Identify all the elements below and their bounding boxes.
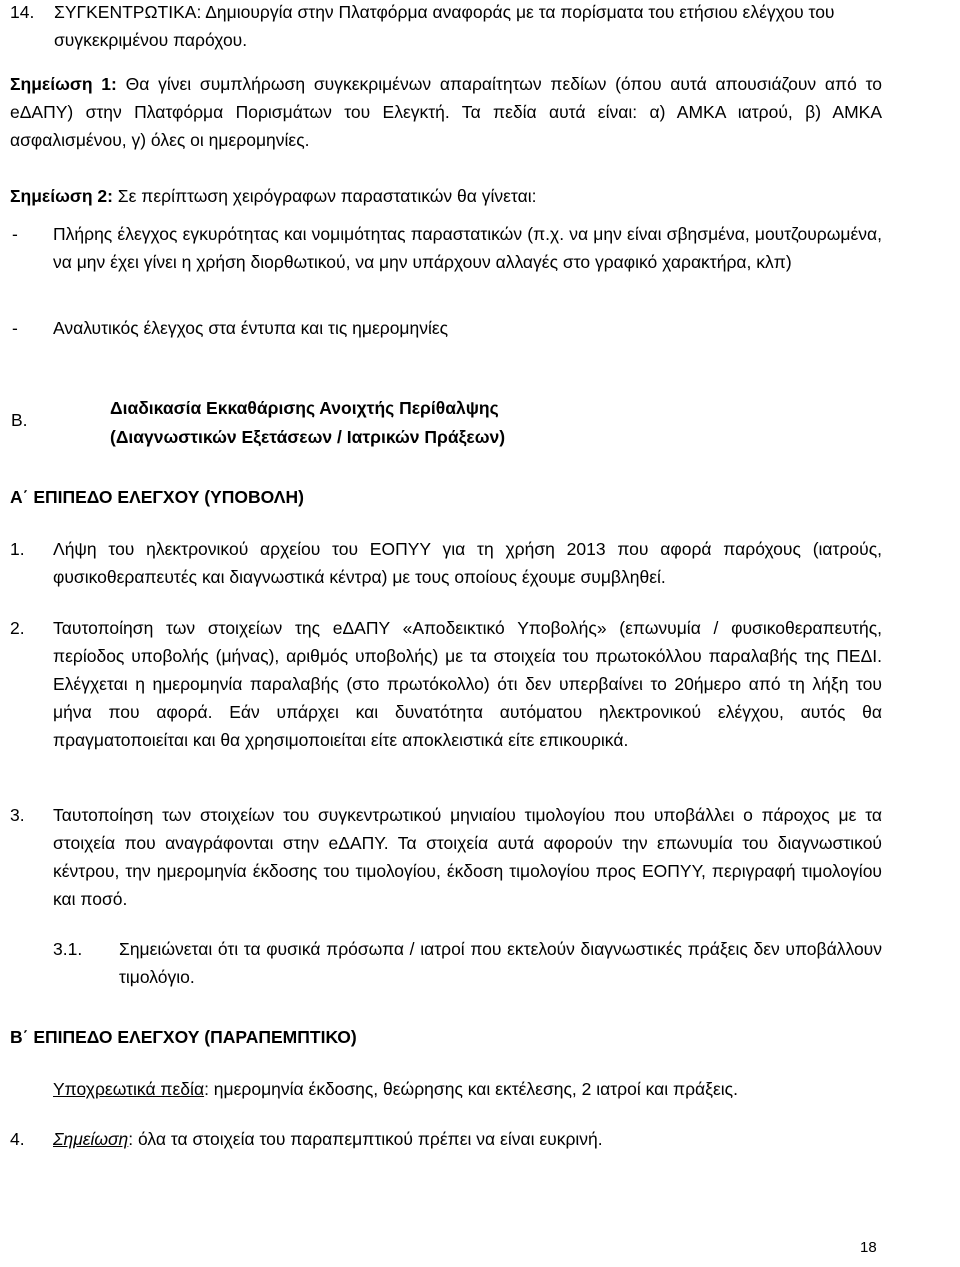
note-1 (10, 70, 882, 154)
step-4-number: 4. (10, 1129, 25, 1149)
note-1-label: Σημείωση 1: (10, 74, 117, 94)
step-text: Ταυτοποίηση των στοιχείων του συγκεντρωτικού μηνιαίου τιμολογίου που υποβάλλει ο πάροχος με τα στοιχεία που αναγράφονται στην eΔΑΠΥ. Τα στοιχεία αυτά αφορούν την επωνυμία του διαγνωστικού κέντρου, την ημερομηνία έκδοσης του τιμολογίου, έκδοση τιμολογίου προς ΕΟΠΥΥ, περιγραφή τιμολογίου και ποσό. (53, 805, 882, 909)
substep-text: Σημειώνεται ότι τα φυσικά πρόσωπα / ιατροί που εκτελούν διαγνωστικές πράξεις δεν υποβάλλουν τιμολόγιο. (119, 939, 882, 987)
step-text: Λήψη του ηλεκτρονικού αρχείου του ΕΟΠΥΥ για τη χρήση 2013 που αφορά παρόχους (ιατρούς, φυσικοθεραπευτές και διαγνωστικά κέντρα) με τους οποίους έχουμε συμβληθεί. (53, 539, 882, 587)
bullet-text: Αναλυτικός έλεγχος στα έντυπα και τις ημερομηνίες (53, 318, 449, 338)
step-number: 2. (10, 618, 25, 638)
section-b-letter: Β. (11, 410, 28, 430)
bullet-text: Πλήρης έλεγχος εγκυρότητας και νομιμότητας παραστατικών (π.χ. να μην είναι σβησμένα, μουτζουρωμένα, να μην έχει γίνει η χρήση διορθωτικού, να μην υπάρχουν αλλαγές στο γραφικό χαρακτήρα, κλπ) (53, 224, 882, 272)
level-b-heading: Β΄ ΕΠΙΠΕΔΟ ΕΛΕΓΧΟΥ (ΠΑΡΑΠΕΜΠΤΙΚΟ) (10, 1027, 357, 1047)
note-2-label: Σημείωση 2: (10, 186, 113, 206)
section-b-title (110, 394, 810, 452)
item-14-text: ΣΥΓΚΕΝΤΡΩΤΙΚΑ: Δημιουργία στην Πλατφόρμα αναφοράς με τα πορίσματα του ετήσιου ελέγχου του συγκεκριμένου παρόχου. (54, 2, 835, 50)
step-4-body: : όλα τα στοιχεία του παραπεμπτικού πρέπει να είναι ευκρινή. (128, 1129, 603, 1149)
note-1-text: Θα γίνει συμπλήρωση συγκεκριμένων απαραίτητων πεδίων (όπου αυτά απουσιάζουν από το eΔΑΠΥ) στην Πλατφόρμα Πορισμάτων του Ελεγκτή. Τα πεδία αυτά είναι: α) ΑΜΚΑ ιατρού, β) ΑΜΚΑ ασφαλισμένου, γ) όλες οι ημερομηνίες. (10, 74, 882, 150)
step-4-label: Σημείωση (53, 1129, 129, 1149)
mandatory-fields-label: Υποχρεωτικά πεδία (53, 1079, 205, 1099)
bullet-dash: - (12, 224, 18, 244)
note-2-text: Σε περίπτωση χειρόγραφων παραστατικών θα γίνεται: (112, 186, 537, 206)
item-14-number: 14. (10, 2, 35, 22)
section-b-title-line-1: Διαδικασία Εκκαθάρισης Ανοιχτής Περίθαλψης (110, 398, 499, 418)
mandatory-fields (53, 1075, 882, 1103)
step-4-text (53, 1125, 882, 1153)
bullet-dash: - (12, 318, 18, 338)
mandatory-fields-text: : ημερομηνία έκδοσης, θεώρησης και εκτέλεσης, 2 ιατροί και πράξεις. (204, 1079, 738, 1099)
step-number: 1. (10, 539, 25, 559)
section-b-title-line-2: (Διαγνωστικών Εξετάσεων / Ιατρικών Πράξεων) (110, 427, 506, 447)
note-2 (10, 182, 882, 210)
step-number: 3. (10, 805, 25, 825)
substep-number: 3.1. (53, 939, 83, 959)
step-text: Ταυτοποίηση των στοιχείων της eΔΑΠΥ «Αποδεικτικό Υποβολής» (επωνυμία / φυσικοθεραπευτής, περίοδος υποβολής (μήνας), αριθμός υποβολής) με τα στοιχεία του πρωτοκόλλου παραλαβής της ΠΕΔΙ. Ελέγχεται η ημερομηνία παραλαβής (στο πρωτόκολλο) ότι δεν υπερβαίνει το 20ήμερο από τη λήξη του μήνα που αφορά. Εάν υπάρχει και δυνατότητα αυτόματου ηλεκτρονικού ελέγχου, αυτός θα πραγματοποιείται και θα χρησιμοποιείται είτε αποκλειστικά είτε επικουρικά. (53, 618, 882, 750)
page-number: 18 (860, 1239, 877, 1256)
level-a-heading: Α΄ ΕΠΙΠΕΔΟ ΕΛΕΓΧΟΥ (ΥΠΟΒΟΛΗ) (10, 487, 304, 507)
